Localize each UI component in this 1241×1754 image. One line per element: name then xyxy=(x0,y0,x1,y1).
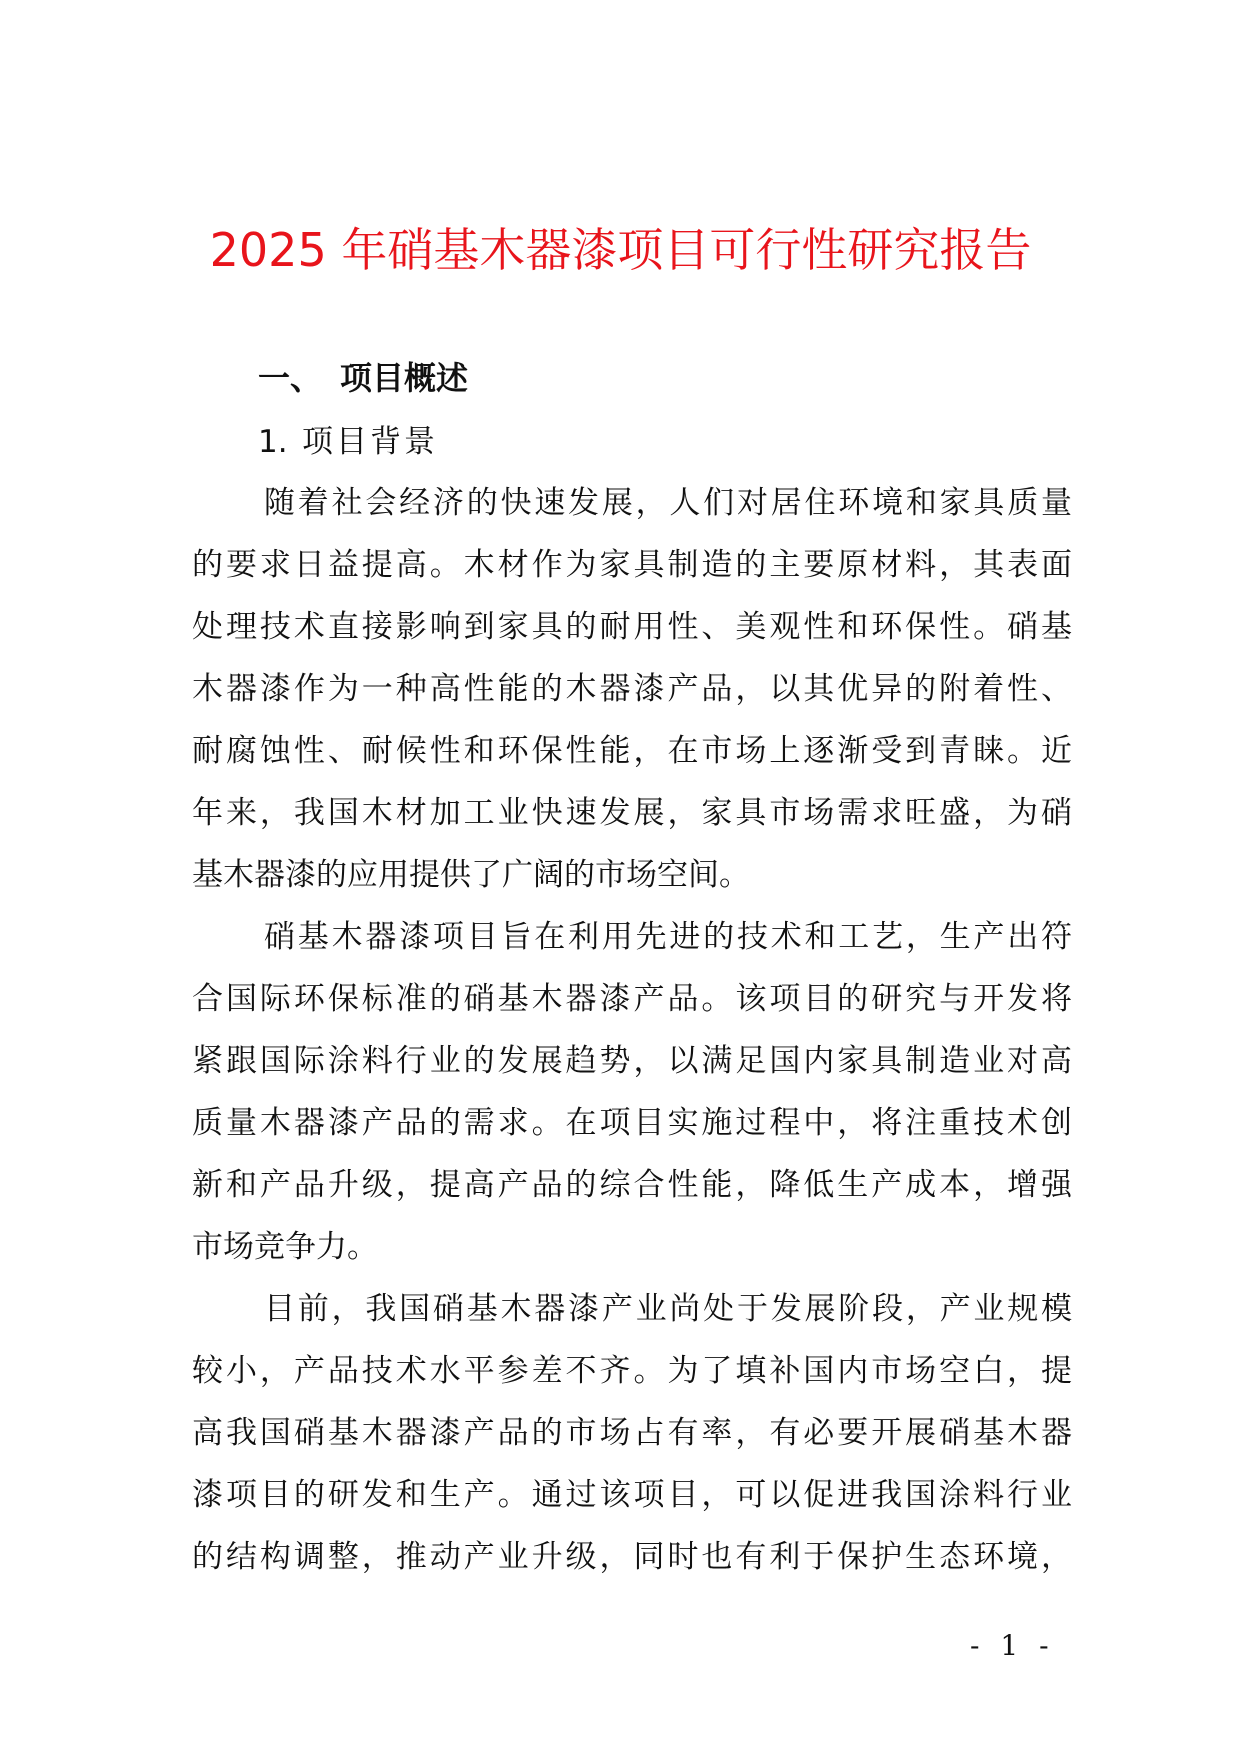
paragraph-line: 的结构调整，推动产业升级，同时也有利于保护生态环境， xyxy=(192,1539,1072,1575)
paragraph-1 xyxy=(192,472,1072,906)
subsection-heading xyxy=(258,421,438,463)
paragraph-line: 质量木器漆产品的需求。在项目实施过程中，将注重技术创 xyxy=(192,1105,1072,1141)
subsection-number: 1. xyxy=(258,424,288,460)
paragraph-line: 合国际环保标准的硝基木器漆产品。该项目的研究与开发将 xyxy=(192,981,1072,1017)
paragraph-line: 高我国硝基木器漆产品的市场占有率，有必要开展硝基木器 xyxy=(192,1415,1072,1451)
section-label: 项目概述 xyxy=(340,359,469,397)
page-number: - 1 - xyxy=(970,1629,1055,1662)
document-title: 2025 年硝基木器漆项目可行性研究报告 xyxy=(209,223,1032,277)
paragraph-line: 随着社会经济的快速发展，人们对居住环境和家具质量 xyxy=(264,485,1072,521)
paragraph-2 xyxy=(192,906,1072,1278)
paragraph-3 xyxy=(192,1278,1072,1588)
paragraph-line: 市场竞争力。 xyxy=(192,1229,378,1265)
paragraph-line: 耐腐蚀性、耐候性和环保性能，在市场上逐渐受到青睐。近 xyxy=(192,733,1072,769)
paragraph-line: 基木器漆的应用提供了广阔的市场空间。 xyxy=(192,857,750,893)
paragraph-line: 的要求日益提高。木材作为家具制造的主要原材料，其表面 xyxy=(192,547,1072,583)
paragraph-line: 新和产品升级，提高产品的综合性能，降低生产成本，增强 xyxy=(192,1167,1072,1203)
paragraph-line: 较小，产品技术水平参差不齐。为了填补国内市场空白，提 xyxy=(192,1353,1072,1389)
section-number: 一、 xyxy=(258,359,323,397)
paragraph-line: 目前，我国硝基木器漆产业尚处于发展阶段，产业规模 xyxy=(264,1291,1072,1327)
paragraph-line: 硝基木器漆项目旨在利用先进的技术和工艺，生产出符 xyxy=(264,919,1072,955)
paragraph-line: 年来，我国木材加工业快速发展，家具市场需求旺盛，为硝 xyxy=(192,795,1072,831)
paragraph-line: 紧跟国际涂料行业的发展趋势，以满足国内家具制造业对高 xyxy=(192,1043,1072,1079)
paragraph-line: 木器漆作为一种高性能的木器漆产品，以其优异的附着性、 xyxy=(192,671,1072,707)
paragraph-line: 漆项目的研发和生产。通过该项目，可以促进我国涂料行业 xyxy=(192,1477,1072,1513)
subsection-label: 项目背景 xyxy=(302,424,438,460)
section-heading xyxy=(258,357,468,399)
paragraph-line: 处理技术直接影响到家具的耐用性、美观性和环保性。硝基 xyxy=(192,609,1072,645)
